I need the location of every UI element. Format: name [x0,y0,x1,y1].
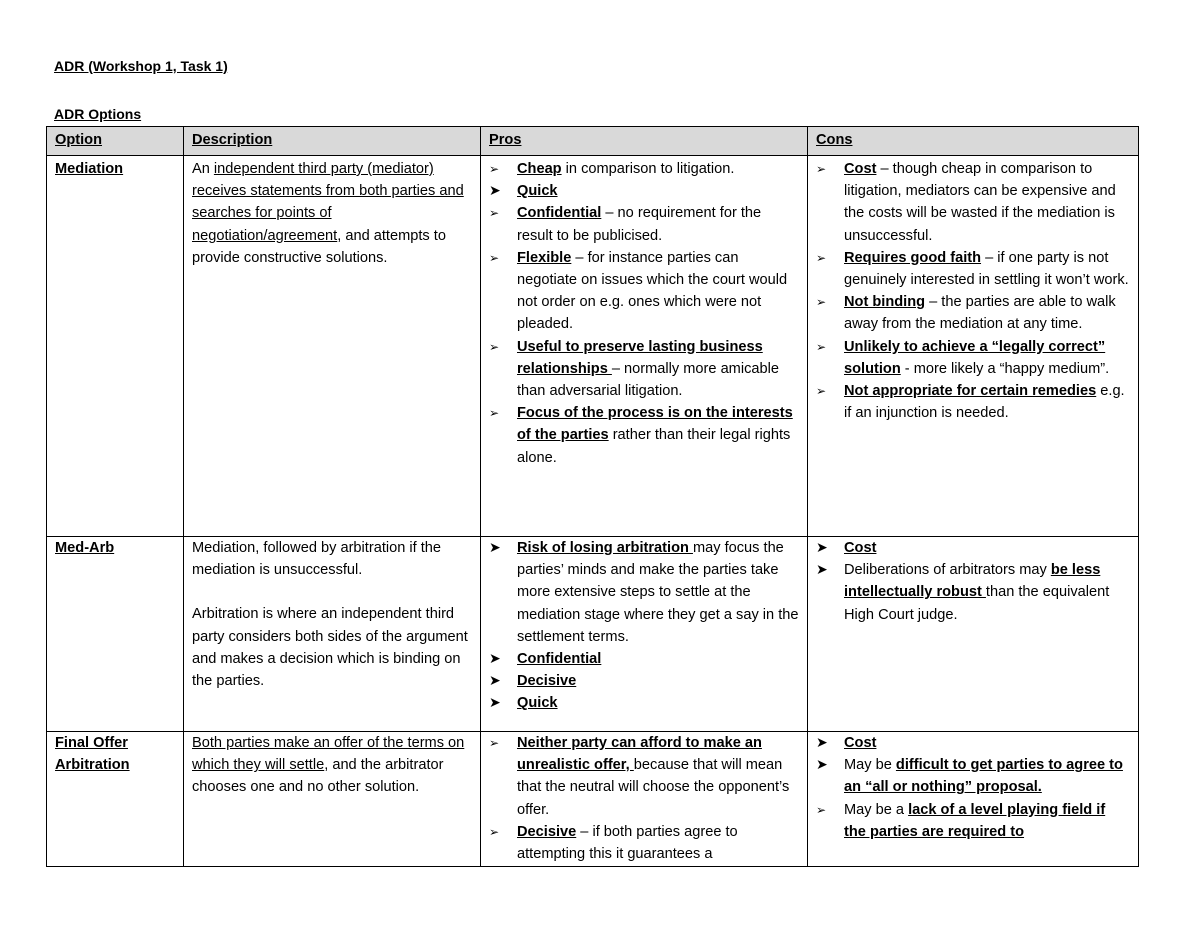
header-description: Description [184,127,481,156]
list-item: ➢ Neither party can afford to make an unrealistic offer, because that will mean that the neutral will choose the opponent’s offer. [489,732,799,821]
list-item: ➢ Not binding – the parties are able to walk away from the mediation at any time. [816,291,1130,335]
description-cell: Both parties make an offer of the terms on which they will settle, and the arbitrator chooses one and no other solution. [184,732,481,867]
list-item: ➤ Quick [489,692,799,714]
table-row [47,537,1139,732]
arrowhead-bullet-icon: ➤ [489,673,501,690]
list-item: ➢ Not appropriate for certain remedies e.g. if an injunction is needed. [816,380,1130,424]
list-item: ➤ Decisive [489,670,799,692]
adr-options-table [46,126,1139,867]
document-title: ADR (Workshop 1, Task 1) [54,58,228,74]
arrowhead-bullet-icon: ➤ [816,562,828,579]
list-item: ➢ May be a lack of a level playing field if the parties are required to [816,799,1130,843]
arrowhead-bullet-icon: ➤ [489,540,501,556]
header-pros: Pros [481,127,808,156]
header-cons: Cons [808,127,1139,156]
cons-cell [808,732,1139,867]
arrowhead-bullet-icon: ➤ [816,735,828,751]
list-item: ➢ Cheap in comparison to litigation. [489,158,799,180]
option-name: Final Offer Arbitration [55,735,130,774]
list-item: ➢ Unlikely to achieve a “legally correct” solution - more likely a “happy medium”. [816,336,1130,380]
cons-cell [808,156,1139,537]
cons-list [816,158,1130,424]
list-item: ➤ May be difficult to get parties to agree to an “all or nothing” proposal. [816,754,1130,798]
arrowhead-bullet-icon: ➢ [489,162,500,176]
arrowhead-bullet-icon: ➢ [816,339,827,354]
list-item: ➤ Risk of losing arbitration may focus the parties’ minds and make the parties take more extensive steps to settle at the mediation stage where they get a say in the settlement terms. [489,537,799,648]
arrowhead-bullet-icon: ➢ [489,736,500,750]
list-item: ➢ Decisive – if both parties agree to attempting this it guarantees a [489,821,799,865]
arrowhead-bullet-icon: ➢ [489,406,500,421]
header-option: Option [47,127,184,156]
list-item: ➤ Confidential [489,648,799,670]
pros-list [489,732,799,865]
arrowhead-bullet-icon: ➢ [489,206,500,221]
arrowhead-bullet-icon: ➤ [816,540,828,556]
pros-cell [481,156,808,537]
list-item: ➤ Deliberations of arbitrators may be less intellectually robust than the equivalent High Court judge. [816,559,1130,626]
pros-list [489,537,799,715]
section-title: ADR Options [54,106,142,122]
pros-list [489,158,799,469]
list-item: ➤ Cost [816,732,1130,754]
arrowhead-bullet-icon: ➢ [816,384,827,399]
cons-list [816,537,1130,626]
arrowhead-bullet-icon: ➤ [816,757,828,774]
arrowhead-bullet-icon: ➢ [816,250,827,265]
arrowhead-bullet-icon: ➢ [816,295,827,310]
table-header-row [47,127,1139,156]
list-item: ➤ Cost [816,537,1130,559]
option-name: Mediation [55,161,124,177]
arrowhead-bullet-icon: ➢ [489,824,500,839]
arrowhead-bullet-icon: ➢ [489,250,500,265]
arrowhead-bullet-icon: ➢ [489,339,500,354]
cons-list [816,732,1130,843]
option-cell [47,537,184,732]
option-cell [47,732,184,867]
pros-cell [481,537,808,732]
table-row [47,156,1139,537]
arrowhead-bullet-icon: ➢ [816,162,827,176]
arrowhead-bullet-icon: ➤ [489,651,501,668]
description-cell: An independent third party (mediator) receives statements from both parties and searches for points of negotiation/agreement, and attempts to provide constructive solutions. [184,156,481,537]
list-item: ➢ Requires good faith – if one party is not genuinely interested in settling it won’t work. [816,247,1130,291]
list-item: ➢ Cost – though cheap in comparison to litigation, mediators can be expensive and the costs will be wasted if the mediation is unsuccessful. [816,158,1130,247]
list-item: ➢ Confidential – no requirement for the result to be publicised. [489,202,799,246]
cons-cell [808,537,1139,732]
list-item: ➢ Useful to preserve lasting business relationships – normally more amicable than adversarial litigation. [489,336,799,403]
arrowhead-bullet-icon: ➤ [489,183,501,200]
table-row [47,732,1139,867]
list-item: ➤ Quick [489,180,799,202]
arrowhead-bullet-icon: ➤ [489,695,501,712]
option-cell [47,156,184,537]
list-item: ➢ Flexible – for instance parties can negotiate on issues which the court would not order on e.g. ones which were not pleaded. [489,247,799,336]
option-name: Med-Arb [55,540,115,556]
description-cell: Mediation, followed by arbitration if the mediation is unsuccessful. Arbitration is where an independent third party considers both sides of the argument and makes a decision which is binding on the parties. [184,537,481,732]
arrowhead-bullet-icon: ➢ [816,802,827,817]
list-item: ➢ Focus of the process is on the interests of the parties rather than their legal rights alone. [489,402,799,469]
pros-cell [481,732,808,867]
